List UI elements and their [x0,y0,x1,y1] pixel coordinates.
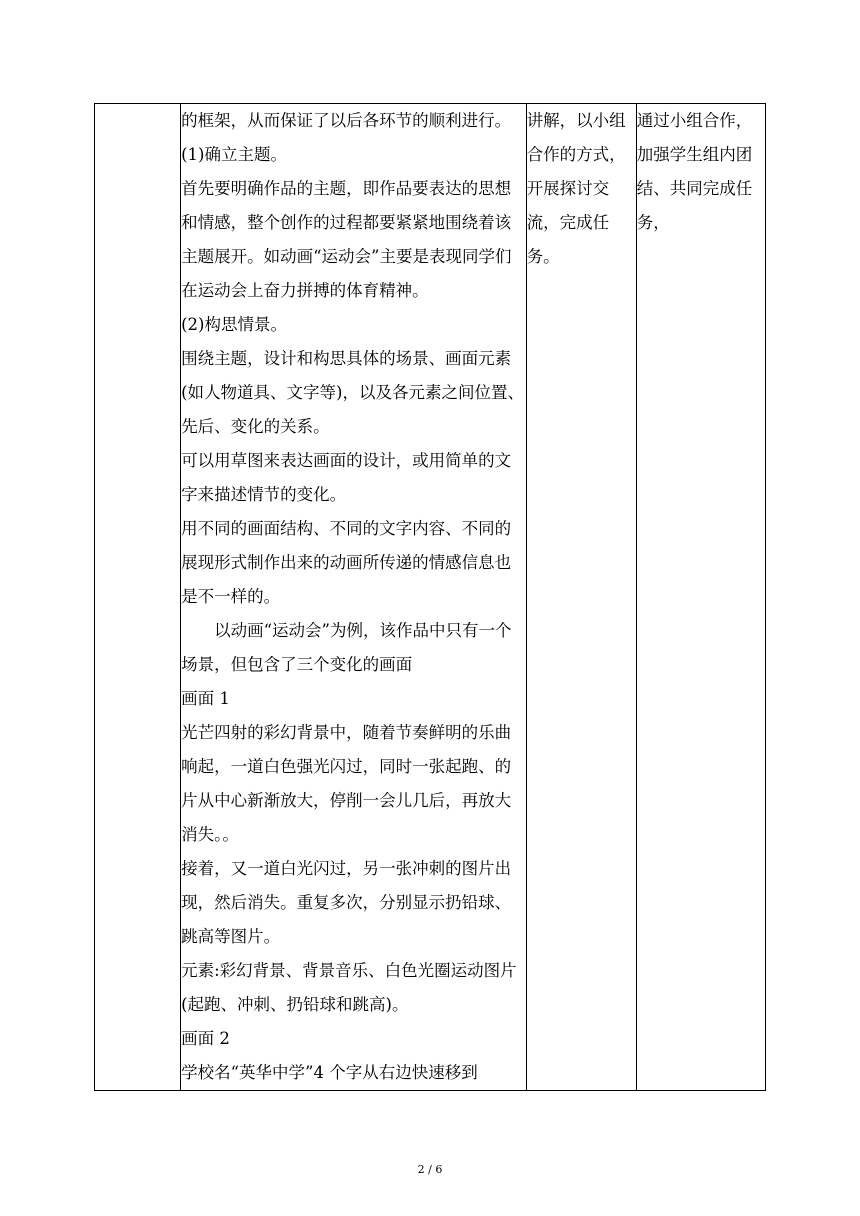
content-heading-scene: (2)构思情景。 [181,315,287,334]
content-paragraph: 元素:彩幻背景、背景音乐、白色光圈运动图片(起跑、冲刺、扔铅球和跳高)。 [181,961,517,1014]
method-cell [526,104,636,1091]
content-paragraph: 可以用草图来表达画面的设计，或用简单的文字来描述情节的变化。 [181,451,512,504]
lesson-plan-table [94,103,766,1091]
content-heading-frame-2: 画面 2 [181,1029,230,1048]
content-paragraph: 光芒四射的彩幻背景中，随着节奏鲜明的乐曲响起，一道白色强光闪过，同时一张起跑、的片从中心新渐放大，停削一会儿几后，再放大消失。。 [181,723,512,844]
content-paragraph-indented: 以动画“运动会”为例，该作品中只有一个场景，但包含了三个变化的画面 [181,621,512,674]
method-text: 讲解，以小组合作的方式，开展探讨交流，完成任务。 [526,111,626,266]
content-paragraph: 围绕主题，设计和构思具体的场景、画面元素(如人物道具、文字等)，以及各元素之间位置、先后、变化的关系。 [181,349,524,436]
content-paragraph: 首先要明确作品的主题，即作品要表达的思想和情感，整个创作的过程都要紧紧地围绕着该主题展开。如动画“运动会”主要是表现同学们在运动会上奋力拼搏的体育精神。 [181,179,512,300]
content-paragraph: 用不同的画面结构、不同的文字内容、不同的展现形式制作出来的动画所传递的情感信息也是不一样的。 [181,519,512,606]
page-number: 2 / 6 [417,1163,443,1176]
content-cell [181,104,527,1091]
content-paragraph: 的框架，从而保证了以后各环节的顺利进行。 [181,111,512,130]
content-heading-theme: (1)确立主题。 [181,145,287,164]
purpose-cell [636,104,765,1091]
purpose-text: 通过小组合作，加强学生组内团结、共同完成任务， [636,111,753,232]
table-row [95,104,766,1091]
content-heading-frame-1: 画面 1 [181,689,230,708]
content-paragraph: 学校名“英华中学”4 个字从右边快速移到 [181,1063,478,1082]
stage-cell [95,104,181,1091]
content-paragraph: 接着，又一道白光闪过，另一张冲刺的图片出现，然后消失。重复多次，分别显示扔铅球、跳高等图片。 [181,859,512,946]
